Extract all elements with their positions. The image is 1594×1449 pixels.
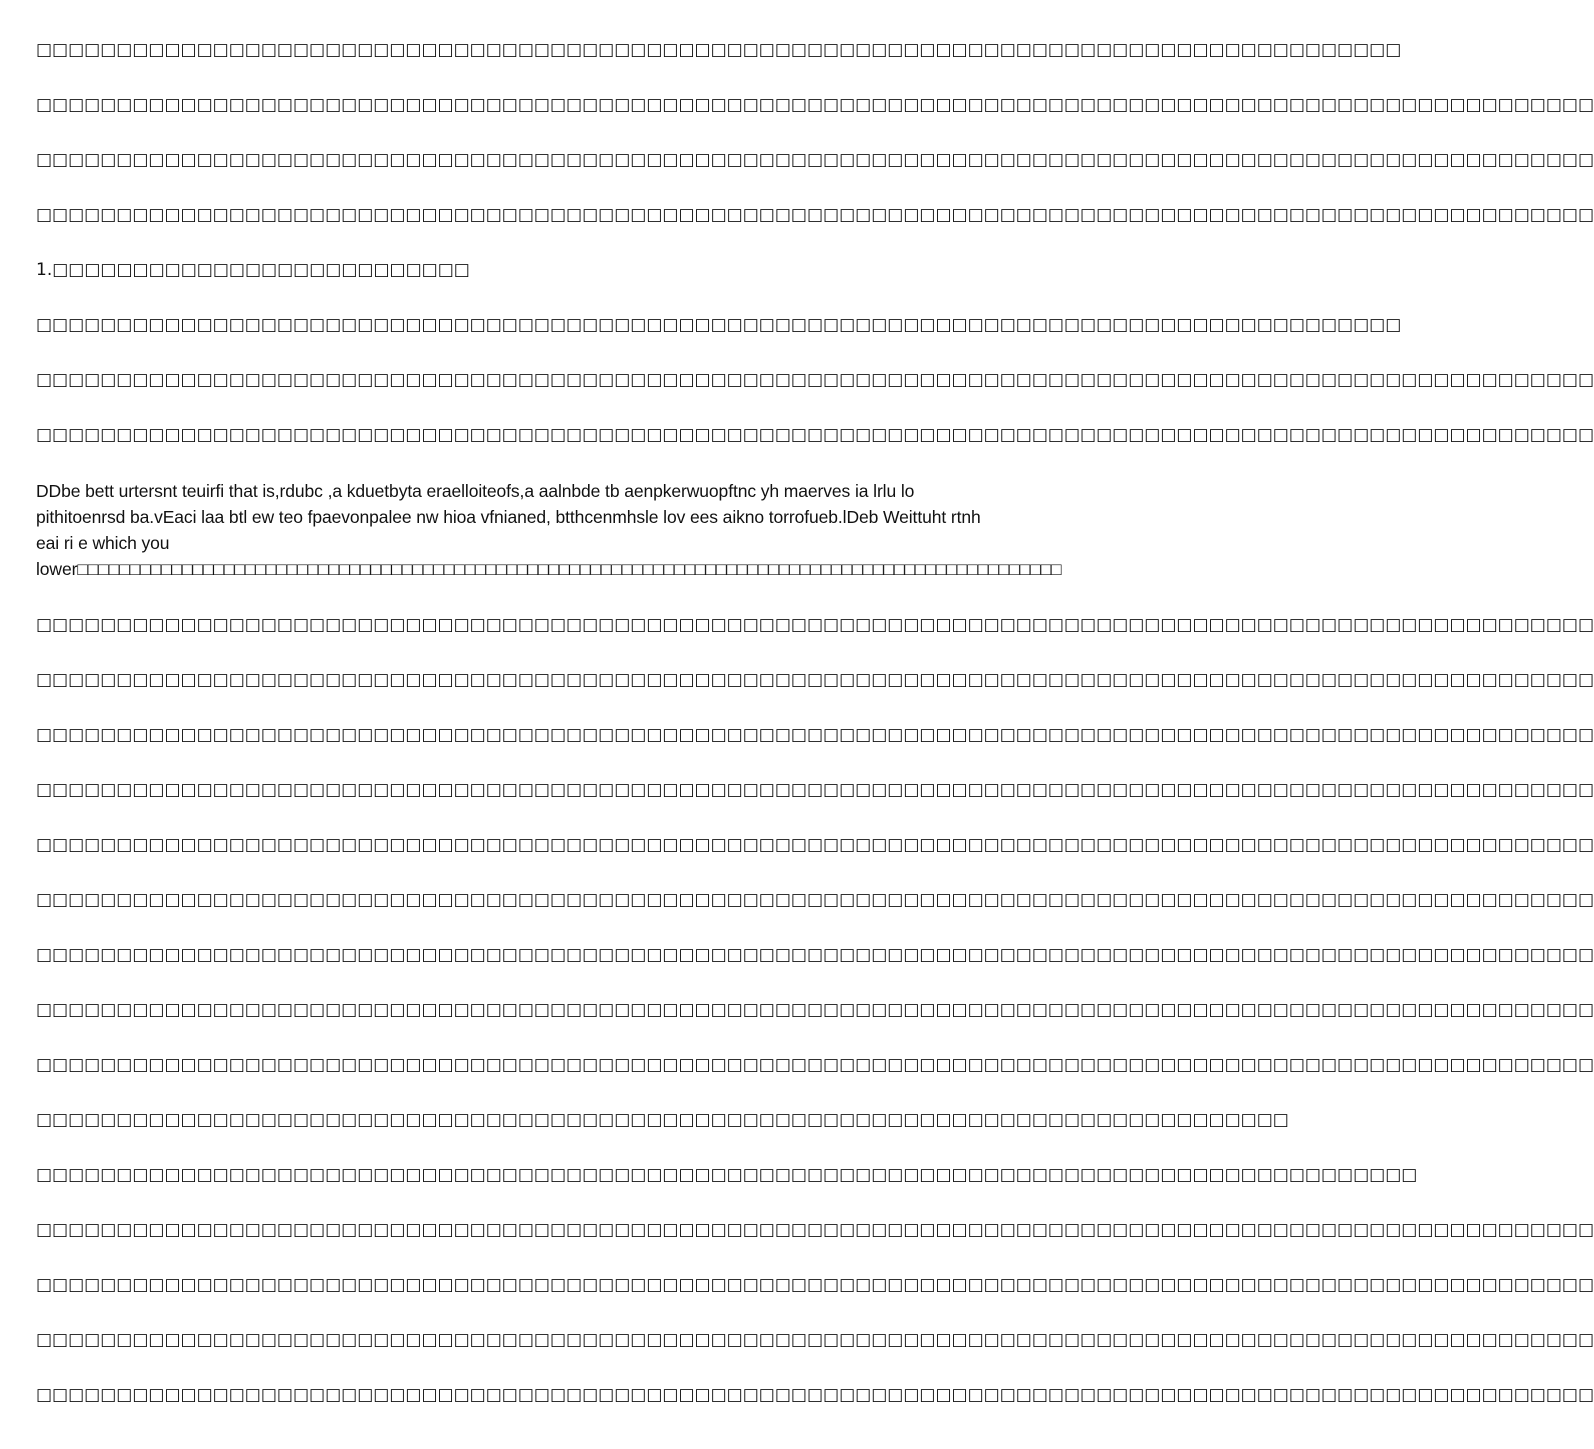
paragraph-19: □□□□□□□□□□□□□□□□□□□□□□□□□□□□□□□□□□□□□□□□□□□□□□□□□□□□□□□□□□□□□□□□□□□□□□□□□□□□□□ xyxy=(36,1110,1289,1130)
paragraph-12: □□□□□□□□□□□□□□□□□□□□□□□□□□□□□□□□□□□□□□□□□□□□□□□□□□□□□□□□□□□□□□□□□□□□□□□□□□□□□□□□□□□□□□□□□□□□□□□□□ xyxy=(36,725,1594,745)
document-page xyxy=(36,38,1594,1407)
paragraph-18: □□□□□□□□□□□□□□□□□□□□□□□□□□□□□□□□□□□□□□□□□□□□□□□□□□□□□□□□□□□□□□□□□□□□□□□□□□□□□□□□□□□□□□□□□□□□□□□□□ xyxy=(36,1055,1594,1075)
paragraph-17: □□□□□□□□□□□□□□□□□□□□□□□□□□□□□□□□□□□□□□□□□□□□□□□□□□□□□□□□□□□□□□□□□□□□□□□□□□□□□□□□□□□□□□□□□□□□□□□□□ xyxy=(36,1000,1594,1020)
paragraph-6: □□□□□□□□□□□□□□□□□□□□□□□□□□□□□□□□□□□□□□□□□□□□□□□□□□□□□□□□□□□□□□□□□□□□□□□□□□□□□□□□□□□□□ xyxy=(36,315,1402,335)
paragraph-8: □□□□□□□□□□□□□□□□□□□□□□□□□□□□□□□□□□□□□□□□□□□□□□□□□□□□□□□□□□□□□□□□□□□□□□□□□□□□□□□□□□□□□□□□□□□□□□□□□ xyxy=(36,425,1594,445)
paragraph-13: □□□□□□□□□□□□□□□□□□□□□□□□□□□□□□□□□□□□□□□□□□□□□□□□□□□□□□□□□□□□□□□□□□□□□□□□□□□□□□□□□□□□□□□□□□□□□□□□□ xyxy=(36,780,1594,800)
paragraph-11: □□□□□□□□□□□□□□□□□□□□□□□□□□□□□□□□□□□□□□□□□□□□□□□□□□□□□□□□□□□□□□□□□□□□□□□□□□□□□□□□□□□□□□□□□□□□□□□□□ xyxy=(36,670,1594,690)
paragraph-20: □□□□□□□□□□□□□□□□□□□□□□□□□□□□□□□□□□□□□□□□□□□□□□□□□□□□□□□□□□□□□□□□□□□□□□□□□□□□□□□□□□□□□□ xyxy=(36,1165,1418,1185)
paragraph-21: □□□□□□□□□□□□□□□□□□□□□□□□□□□□□□□□□□□□□□□□□□□□□□□□□□□□□□□□□□□□□□□□□□□□□□□□□□□□□□□□□□□□□□□□□□□□□□□□□ xyxy=(36,1220,1594,1240)
paragraph-15: □□□□□□□□□□□□□□□□□□□□□□□□□□□□□□□□□□□□□□□□□□□□□□□□□□□□□□□□□□□□□□□□□□□□□□□□□□□□□□□□□□□□□□□□□□□□□□□□□ xyxy=(36,890,1594,910)
paragraph-2: □□□□□□□□□□□□□□□□□□□□□□□□□□□□□□□□□□□□□□□□□□□□□□□□□□□□□□□□□□□□□□□□□□□□□□□□□□□□□□□□□□□□□□□□□□□□□□□□□ xyxy=(36,95,1594,115)
paragraph-22: □□□□□□□□□□□□□□□□□□□□□□□□□□□□□□□□□□□□□□□□□□□□□□□□□□□□□□□□□□□□□□□□□□□□□□□□□□□□□□□□□□□□□□□□□□□□□□□□□ xyxy=(36,1275,1594,1295)
paragraph-10: □□□□□□□□□□□□□□□□□□□□□□□□□□□□□□□□□□□□□□□□□□□□□□□□□□□□□□□□□□□□□□□□□□□□□□□□□□□□□□□□□□□□□□□□□□□□□□□□□ xyxy=(36,615,1594,635)
paragraph-7: □□□□□□□□□□□□□□□□□□□□□□□□□□□□□□□□□□□□□□□□□□□□□□□□□□□□□□□□□□□□□□□□□□□□□□□□□□□□□□□□□□□□□□□□□□□□□□□□□ xyxy=(36,370,1594,390)
garbled-paragraph-text: DDbe bett urtersnt teuirfi that is,rdubc ,a kduetbyta eraelloiteofs,a aalnbde tb aenpkerwuopftnc yh maerves ia lrlu lo pithitoenrsd ba.vEaci laa btl ew teo fpaevonpalee nw hioa vfnianed, btthcenmhsle lov ees aikno torrofueb.lDeb Weittuht rtnh eai ri e which you xyxy=(36,481,981,553)
paragraph-4: □□□□□□□□□□□□□□□□□□□□□□□□□□□□□□□□□□□□□□□□□□□□□□□□□□□□□□□□□□□□□□□□□□□□□□□□□□□□□□□□□□□□□□□□□□□□□□□□□ xyxy=(36,205,1594,225)
paragraph-24: □□□□□□□□□□□□□□□□□□□□□□□□□□□□□□□□□□□□□□□□□□□□□□□□□□□□□□□□□□□□□□□□□□□□□□□□□□□□□□□□□□□□□□□□□□□□□□□□□ xyxy=(36,1385,1594,1405)
paragraph-1: □□□□□□□□□□□□□□□□□□□□□□□□□□□□□□□□□□□□□□□□□□□□□□□□□□□□□□□□□□□□□□□□□□□□□□□□□□□□□□□□□□□□□ xyxy=(36,40,1402,60)
garbled-paragraph-tail: lower□□□□□□□□□□□□□□□□□□□□□□□□□□□□□□□□□□□□□□□□□□□□□□□□□□□□□□□□□□□□□□□□□□□□□□□□□□□□□□□□□□□□□□□□□□□□□□ xyxy=(36,559,1062,579)
paragraph-3: □□□□□□□□□□□□□□□□□□□□□□□□□□□□□□□□□□□□□□□□□□□□□□□□□□□□□□□□□□□□□□□□□□□□□□□□□□□□□□□□□□□□□□□□□□□□□□□□□ xyxy=(36,150,1594,170)
paragraph-16: □□□□□□□□□□□□□□□□□□□□□□□□□□□□□□□□□□□□□□□□□□□□□□□□□□□□□□□□□□□□□□□□□□□□□□□□□□□□□□□□□□□□□□□□□□□□□□□□□ xyxy=(36,945,1594,965)
garbled-english-paragraph xyxy=(36,478,1062,582)
paragraph-23: □□□□□□□□□□□□□□□□□□□□□□□□□□□□□□□□□□□□□□□□□□□□□□□□□□□□□□□□□□□□□□□□□□□□□□□□□□□□□□□□□□□□□□□□□□□□□□□□□ xyxy=(36,1330,1594,1350)
paragraph-14: □□□□□□□□□□□□□□□□□□□□□□□□□□□□□□□□□□□□□□□□□□□□□□□□□□□□□□□□□□□□□□□□□□□□□□□□□□□□□□□□□□□□□□□□□□□□□□□□□ xyxy=(36,835,1594,855)
numbered-heading: 1.□□□□□□□□□□□□□□□□□□□□□□□□□□ xyxy=(36,260,470,280)
